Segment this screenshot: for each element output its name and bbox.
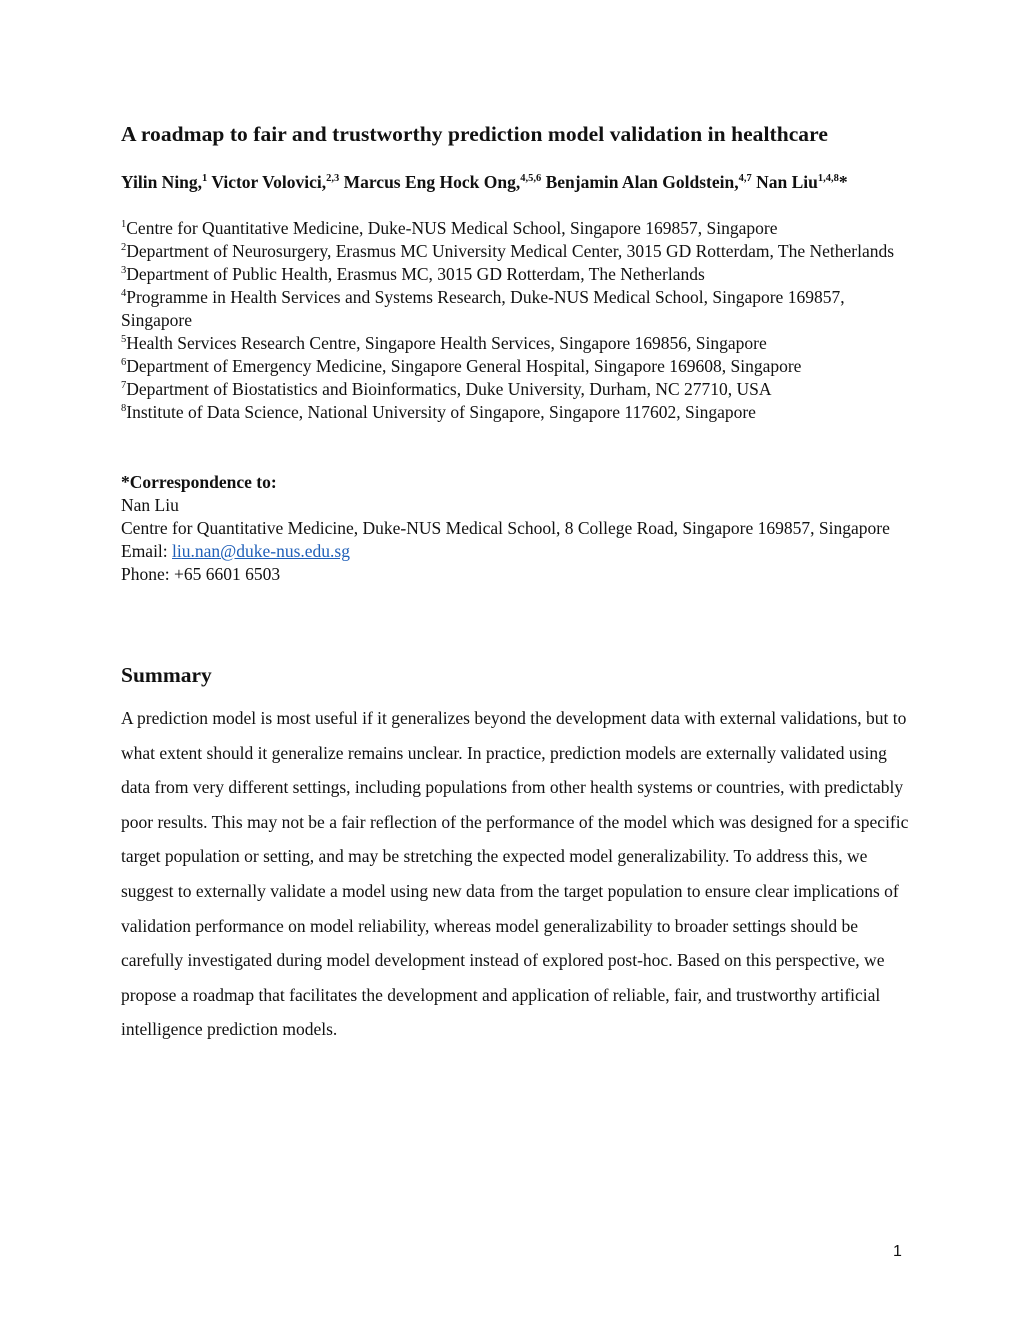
affiliation-number: 6: [121, 357, 127, 368]
affiliation-list: [121, 217, 911, 424]
author-affiliation-numbers: 1: [202, 173, 208, 184]
affiliation-text: Centre for Quantitative Medicine, Duke-NUS Medical School, Singapore 169857, Singapore: [126, 218, 778, 238]
correspondence-email-line: [121, 540, 911, 563]
affiliation-item: [121, 401, 911, 424]
author-affiliation-numbers: 4,5,6: [520, 173, 542, 184]
author-name: Nan Liu: [756, 172, 818, 192]
affiliation-text: Institute of Data Science, National University of Singapore, Singapore 117602, Singapore: [126, 402, 756, 422]
affiliation-item: [121, 378, 911, 401]
summary-heading: Summary: [121, 663, 212, 687]
affiliation-text: Programme in Health Services and Systems Research, Duke-NUS Medical School, Singapore 169857, Singapore: [121, 287, 845, 330]
affiliation-item: [121, 332, 911, 355]
affiliation-text: Department of Emergency Medicine, Singapore General Hospital, Singapore 169608, Singapore: [126, 356, 802, 376]
corresponding-author-mark: *: [838, 172, 848, 192]
affiliation-number: 7: [121, 380, 127, 391]
affiliation-item: [121, 286, 911, 332]
affiliation-number: 3: [121, 265, 127, 276]
affiliation-item: [121, 240, 911, 263]
email-label: Email:: [121, 541, 173, 561]
author-name: Victor Volovici,: [211, 172, 327, 192]
author-affiliation-numbers: 4,7: [738, 173, 752, 184]
affiliation-number: 2: [121, 242, 127, 253]
author-name: Yilin Ning,: [121, 172, 203, 192]
affiliation-item: [121, 263, 911, 286]
author-list: [121, 171, 911, 194]
author-name: Benjamin Alan Goldstein,: [545, 172, 739, 192]
correspondence-phone: Phone: +65 6601 6503: [121, 564, 281, 584]
affiliation-number: 8: [121, 403, 127, 414]
email-link[interactable]: liu.nan@duke-nus.edu.sg: [172, 541, 350, 561]
affiliation-item: [121, 217, 911, 240]
paper-title: A roadmap to fair and trustworthy prediction model validation in healthcare: [121, 122, 828, 146]
correspondence-block: [121, 471, 911, 586]
author-name: Marcus Eng Hock Ong,: [343, 172, 521, 192]
correspondence-name: Nan Liu: [121, 495, 179, 515]
author-affiliation-numbers: 1,4,8: [817, 173, 839, 184]
affiliation-item: [121, 355, 911, 378]
affiliation-number: 5: [121, 334, 127, 345]
affiliation-text: Health Services Research Centre, Singapore Health Services, Singapore 169856, Singapore: [126, 333, 767, 353]
affiliation-number: 1: [121, 219, 127, 230]
correspondence-heading: *Correspondence to:: [121, 472, 277, 492]
affiliation-number: 4: [121, 288, 127, 299]
author-affiliation-numbers: 2,3: [326, 173, 340, 184]
page-number: 1: [893, 1243, 902, 1260]
correspondence-address: Centre for Quantitative Medicine, Duke-NUS Medical School, 8 College Road, Singapore 169857, Singapore: [121, 518, 890, 538]
summary-paragraph: A prediction model is most useful if it generalizes beyond the development data with external validations, but to what extent should it generalize remains unclear. In practice, prediction models are externally validated using data from very different settings, including populations from other health systems or countries, with predictably poor results. This may not be a fair reflection of the performance of the model which was designed for a specific target population or setting, and may be stretching the expected model generalizability. To address this, we suggest to externally validate a model using new data from the target population to ensure clear implications of validation performance on model reliability, whereas model generalizability to broader settings should be carefully investigated during model development instead of explored post-hoc. Based on this perspective, we propose a roadmap that facilitates the development and application of reliable, fair, and trustworthy artificial intelligence prediction models.: [121, 708, 909, 1040]
affiliation-text: Department of Neurosurgery, Erasmus MC University Medical Center, 3015 GD Rotterdam, The Netherlands: [126, 241, 895, 261]
affiliation-text: Department of Public Health, Erasmus MC, 3015 GD Rotterdam, The Netherlands: [126, 264, 705, 284]
affiliation-text: Department of Biostatistics and Bioinformatics, Duke University, Durham, NC 27710, USA: [126, 379, 772, 399]
